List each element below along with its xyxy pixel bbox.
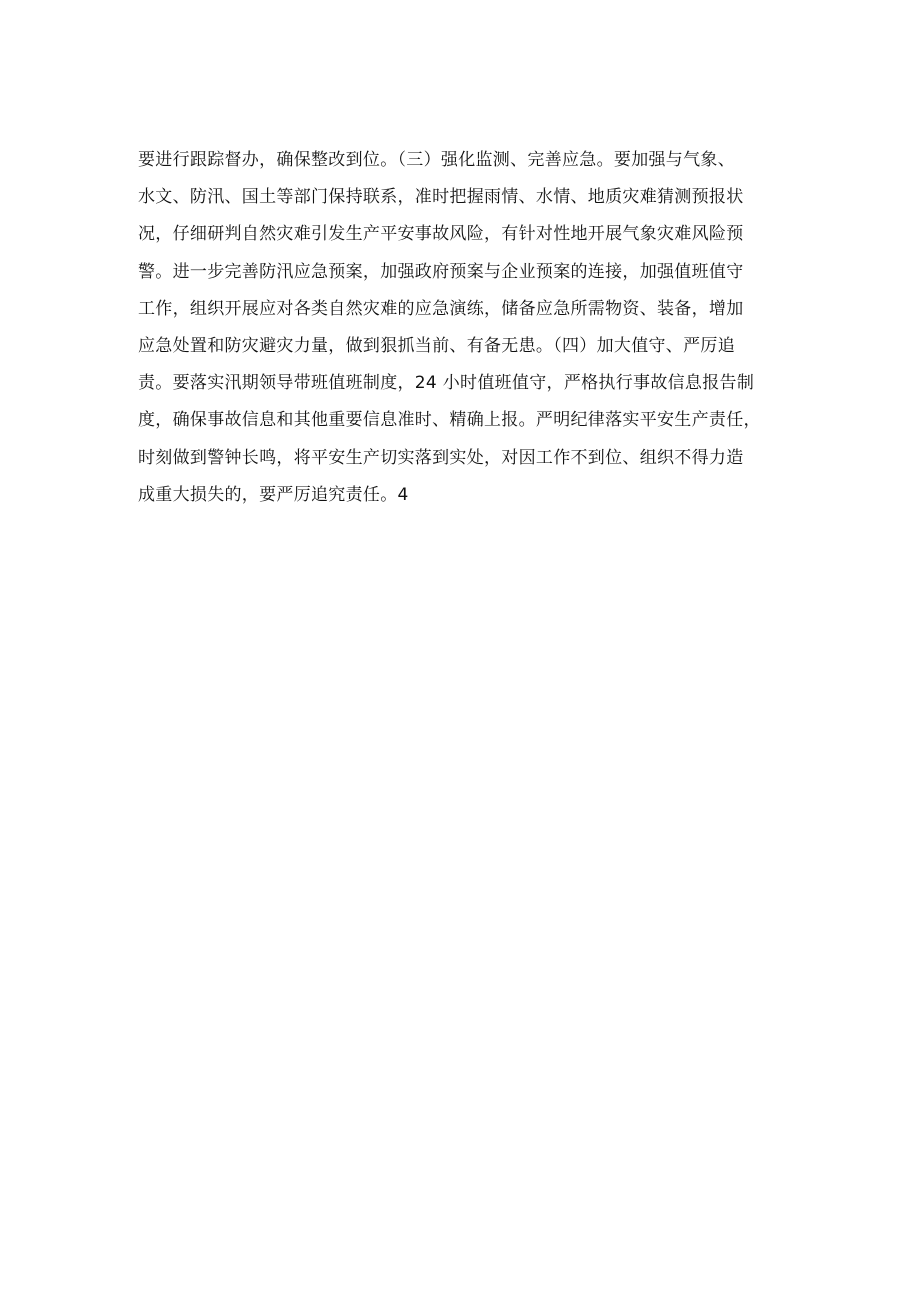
text-line: 况，仔细研判自然灾难引发生产平安事故风险，有针对性地开展气象灾难风险预 [138, 224, 744, 245]
text-line: 责。要落实汛期领导带班值班制度，24 小时值班值守，严格执行事故信息报告制 [138, 373, 755, 394]
text-line: 水文、防汛、国土等部门保持联系，准时把握雨情、水情、地质灾难猜测预报状 [138, 187, 744, 208]
text-line: 成重大损失的，要严厉追究责任。4 [138, 484, 409, 505]
text-line: 时刻做到警钟长鸣，将平安生产切实落到实处，对因工作不到位、组织不得力造 [138, 447, 744, 468]
text-line: 警。进一步完善防汛应急预案，加强政府预案与企业预案的连接，加强值班值守 [138, 261, 744, 282]
text-line: 应急处置和防灾避灾力量，做到狠抓当前、有备无患。（四）加大值守、严厉追 [138, 336, 735, 357]
body-paragraph [138, 142, 786, 514]
text-line: 度，确保事故信息和其他重要信息准时、精确上报。严明纪律落实平安生产责任， [138, 410, 761, 431]
text-line: 要进行跟踪督办，确保整改到位。（三）强化监测、完善应急。要加强与气象、 [138, 150, 735, 170]
text-line: 工作，组织开展应对各类自然灾难的应急演练，储备应急所需物资、装备，增加 [138, 298, 744, 319]
